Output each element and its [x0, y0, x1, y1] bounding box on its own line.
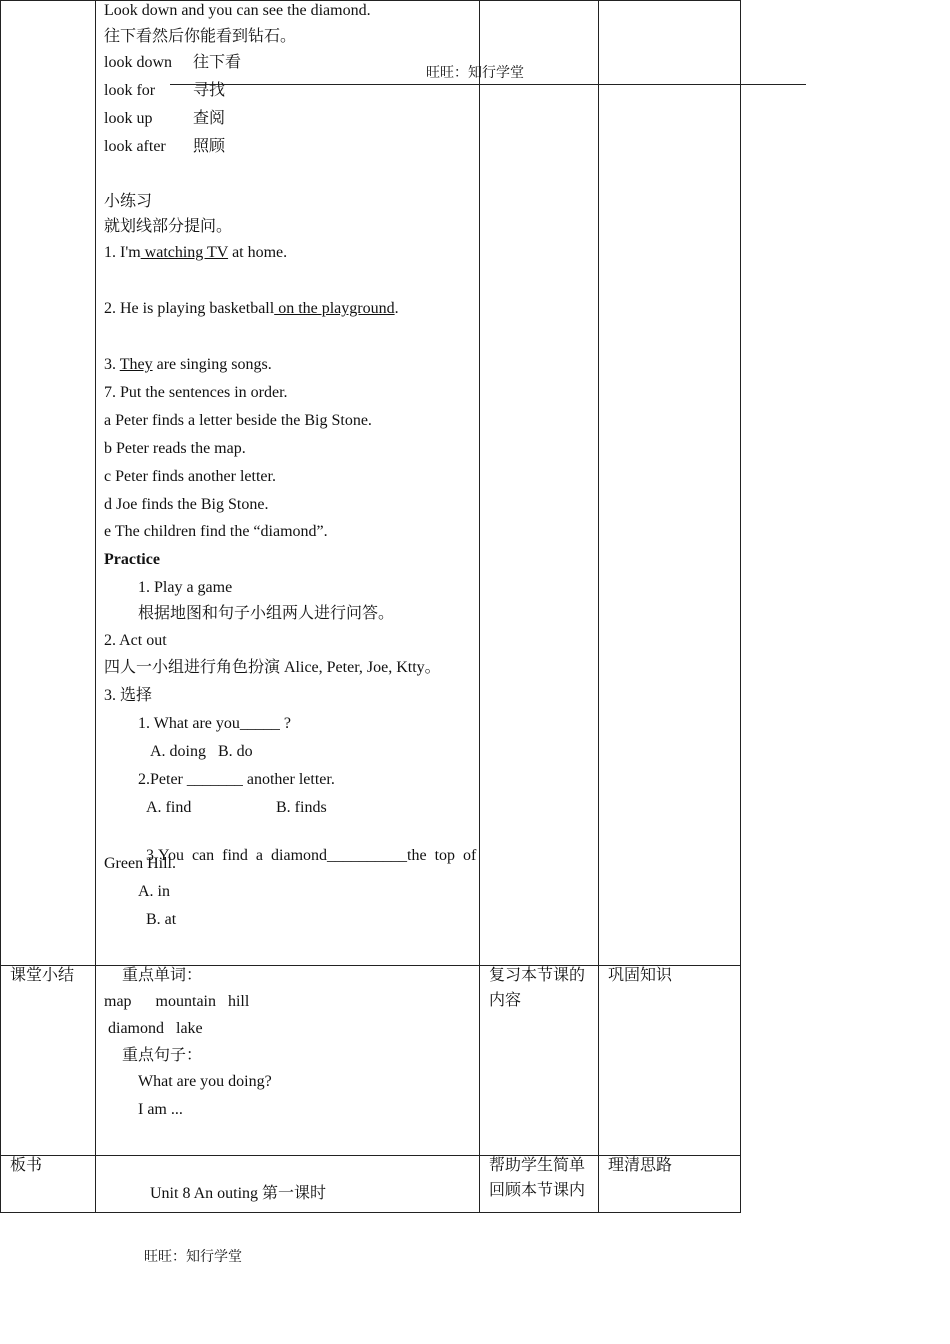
column-divider-1 [95, 0, 96, 1213]
summary-goal: 巩固知识 [608, 967, 673, 984]
board-purpose-line: 回顾本节课内 [489, 1182, 586, 1199]
order-title: 7. Put the sentences in order. [104, 384, 288, 401]
choice-text: 3.You can find a diamond [146, 847, 328, 864]
choice-3-option-a: A. in [138, 883, 170, 900]
header-rule [170, 84, 806, 85]
choice-2 [138, 770, 335, 790]
key-sentences-title: 重点句子： [122, 1047, 203, 1064]
underlined-part: They [119, 356, 153, 373]
phrase-en: look after [104, 138, 166, 155]
key-words-title: 重点单词： [122, 967, 203, 984]
choice-3-line-2: Green Hill. [104, 855, 176, 872]
choice-2-option-b: B. finds [276, 799, 327, 816]
choice-text: 1. What are you [138, 715, 240, 732]
question-text: . [394, 300, 399, 317]
choice-text: ? [279, 715, 291, 732]
phrase-zh: 查阅 [193, 110, 226, 127]
practice-title: Practice [104, 551, 160, 568]
key-words-line: map mountain hill [104, 993, 250, 1010]
order-item: c Peter finds another letter. [104, 468, 276, 485]
question-text: are singing songs. [152, 356, 272, 373]
exercise-title: 小练习 [104, 193, 153, 210]
order-item: a Peter finds a letter beside the Big Stone. [104, 412, 372, 429]
key-sentence: I am ... [138, 1101, 183, 1118]
phrase-en: look for [104, 82, 156, 99]
phrase-en: look down [104, 54, 172, 71]
choice-2-option-a: A. find [146, 799, 192, 816]
practice-3: 3. 选择 [104, 687, 153, 704]
sentence-en: Look down and you can see the diamond. [104, 2, 371, 19]
question-text: at home. [228, 244, 288, 261]
header-watermark: 旺旺：知行学堂 [426, 66, 524, 81]
column-divider-3 [598, 0, 599, 1213]
choice-3-option-b: B. at [146, 911, 177, 928]
question-2 [104, 299, 399, 319]
choice-blank: __________ [327, 847, 408, 864]
phrase-zh: 往下看 [193, 54, 242, 71]
choice-1-options: A. doing B. do [150, 743, 253, 760]
phrase-en: look up [104, 110, 153, 127]
exercise-instruction: 就划线部分提问。 [104, 218, 233, 235]
table-bottom-border [0, 1212, 741, 1213]
choice-text: another letter. [242, 771, 335, 788]
practice-2-desc: 四人一小组进行角色扮演 Alice, Peter, Joe, Ktty。 [104, 659, 441, 676]
choice-blank: _______ [186, 771, 243, 788]
choice-3-line-1 [138, 826, 476, 866]
board-purpose-line: 帮助学生简单 [489, 1157, 586, 1174]
table-left-border [0, 0, 1, 1213]
table-right-border [740, 0, 741, 1213]
choice-1 [138, 714, 291, 734]
choice-text: 2.Peter [138, 771, 187, 788]
summary-label: 课堂小结 [10, 967, 75, 984]
question-1 [104, 243, 287, 263]
underlined-part: watching TV [140, 244, 229, 261]
phrase-zh: 照顾 [193, 138, 226, 155]
practice-1-desc: 根据地图和句子小组两人进行问答。 [138, 605, 395, 622]
sentence-zh: 往下看然后你能看到钻石。 [104, 28, 297, 45]
key-words-line: diamond lake [108, 1020, 203, 1037]
question-3 [104, 355, 272, 375]
question-text: 2. He is playing basketball [104, 300, 275, 317]
board-goal: 理清思路 [608, 1157, 673, 1174]
column-divider-2 [479, 0, 480, 1213]
summary-purpose-line: 内容 [489, 992, 522, 1009]
practice-1: 1. Play a game [138, 579, 233, 596]
board-content: Unit 8 An outing 第一课时 [150, 1185, 327, 1202]
practice-2: 2. Act out [104, 632, 167, 649]
question-text: 3. [104, 356, 120, 373]
key-sentence: What are you doing? [138, 1073, 272, 1090]
summary-purpose-line: 复习本节课的 [489, 967, 586, 984]
underlined-part: on the playground [274, 300, 395, 317]
order-item: b Peter reads the map. [104, 440, 246, 457]
choice-text: the top of [407, 847, 477, 864]
footer-watermark: 旺旺：知行学堂 [144, 1250, 242, 1265]
board-label: 板书 [10, 1157, 43, 1174]
order-item: e The children find the “diamond”. [104, 523, 328, 540]
choice-blank: _____ [239, 715, 280, 732]
order-item: d Joe finds the Big Stone. [104, 496, 269, 513]
question-text: 1. I'm [104, 244, 141, 261]
phrase-zh: 寻找 [193, 82, 226, 99]
